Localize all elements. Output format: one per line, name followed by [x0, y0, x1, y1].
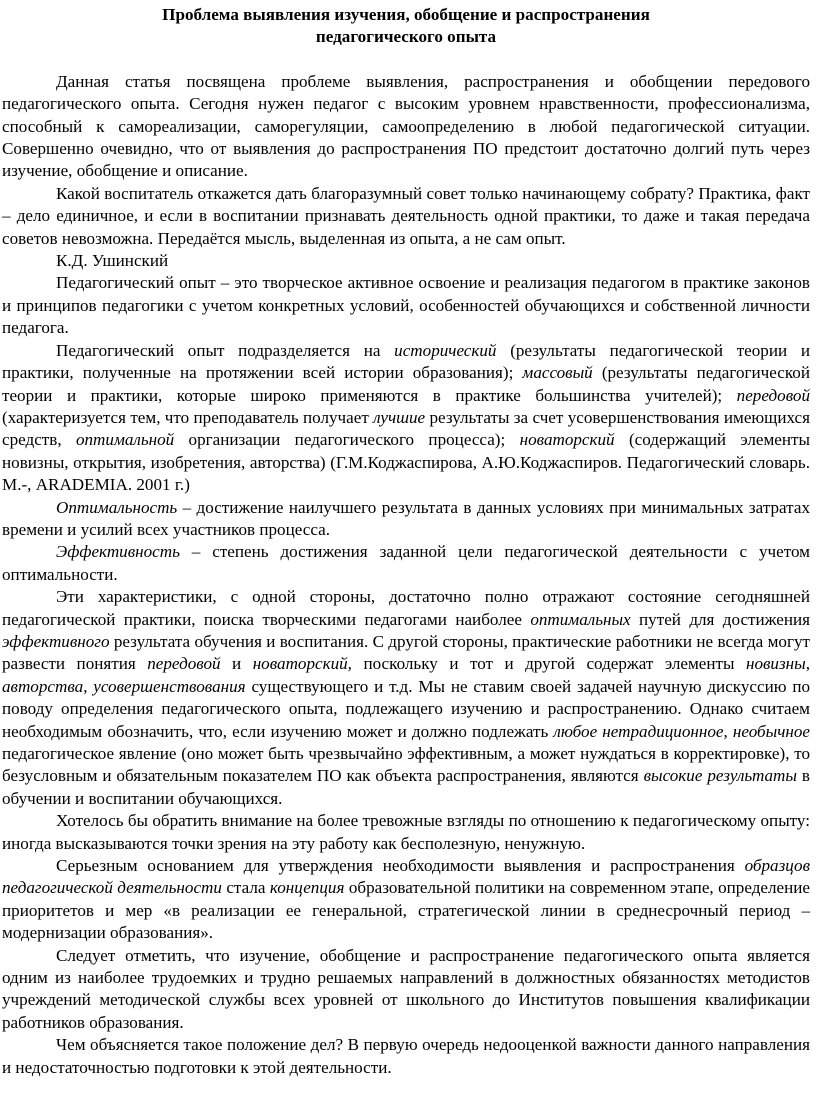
- quote-signature: К.Д. Ушинский: [56, 251, 169, 271]
- paragraph-experience-types: Педагогический опыт подразделяется на исторический (результаты педагогической теории и практики, полученные на протяжении всей истории образования); массовый (результаты педагогической теории и практики, которые широко применяются в практике большинства учителей); передовой (характеризуется тем, что преподаватель получает лучшие результаты за счет усовершенствования имеющихся средств, оптимальной организации педагогического процесса); новаторский (содержащий элементы новизны, открытия, изобретения, авторства) (Г.М.Коджаспирова, А.Ю.Коджаспиров. Педагогический словарь. М.-, ARADEMIA. 2001 г.): [2, 340, 810, 495]
- paragraph-optimality: Оптимальность – достижение наилучшего результата в данных условиях при минимальных затратах времени и усилий всех участников процесса.: [2, 497, 810, 539]
- title-line-1: Проблема выявления изучения, обобщение и распространения: [162, 5, 650, 24]
- paragraph-reasons: Чем объясняется такое положение дел? В первую очередь недооценкой важности данного направления и недостаточностью подготовки к этой деятельности.: [2, 1035, 810, 1077]
- term-mass: массовый: [522, 363, 593, 383]
- paragraph-definition: Педагогический опыт – это творческое активное освоение и реализация педагогом в практике законов и принципов педагогики с учетом конкретных условий, особенностей обучающихся и собственной личности педагога.: [2, 273, 810, 338]
- paragraph-concerns: Хотелось бы обратить внимание на более тревожные взгляды по отношению к педагогическому опыту: иногда высказываются точки зрения на эту работу как бесполезную, ненужную.: [2, 811, 810, 853]
- paragraph-grounds: Серьезным основанием для утверждения необходимости выявления и распространения образцов педагогической деятельности стала концепция образовательной политики на современном этапе, определение приоритетов и мер «в реализации ее генеральной, стратегической линии в среднесрочный период – модернизации образования».: [2, 856, 810, 943]
- paragraph-characteristics: Эти характеристики, с одной стороны, достаточно полно отражают состояние сегодняшней педагогической практики, поиска творческими педагогами наиболее оптимальных путей для достижения эффективного результата обучения и воспитания. С другой стороны, практические работники не всегда могут развести понятия передовой и новаторский, поскольку и тот и другой содержат элементы новизны, авторства, усовершенствования существующего и т.д. Мы не ставим своей задачей научную дискуссию по поводу определения педагогического опыта, подлежащего изучению и распространению. Однако считаем необходимым обозначить, что, если изучению может и должно подлежать любое нетрадиционное, необычное педагогическое явление (оно может быть чрезвычайно эффективным, а может нуждаться в корректировке), то безусловным и обязательным показателем ПО как объекта распространения, являются высокие результаты в обучении и воспитании обучающихся.: [2, 587, 811, 808]
- title-line-2: педагогического опыта: [315, 27, 497, 47]
- document-title: [2, 4, 810, 49]
- term-optimality: Оптимальность: [56, 497, 178, 517]
- term-advanced: передовой: [736, 385, 810, 405]
- paragraph-difficulty: Следует отметить, что изучение, обобщение и распространение педагогического опыта является одним из наиболее трудоемких и трудно решаемых направлений в должностных обязанностях методистов учреждений методической службы всех уровней от школьного до Институтов повышения квалификации работников образования.: [2, 945, 810, 1032]
- term-best: лучшие: [373, 407, 426, 427]
- term-optimal: оптимальной: [75, 430, 175, 450]
- paragraph-quote: Какой воспитатель откажется дать благоразумный совет только начинающему собрату? Практика, факт – дело единичное, и если в воспитании признавать деятельность одной практики, то даже и такая передача советов невозможна. Передаётся мысль, выделенная из опыта, а не сам опыт.: [2, 183, 810, 248]
- paragraph-intro: Данная статья посвящена проблеме выявления, распространения и обобщении передового педагогического опыта. Сегодня нужен педагог с высоким уровнем нравственности, профессионализма, способный к самореализации, саморегуляции, самоопределению в любой педагогической ситуации. Совершенно очевидно, что от выявления до распространения ПО предстоит достаточно долгий путь через изучение, обобщение и описание.: [2, 71, 810, 181]
- term-innovative: новаторский: [519, 430, 615, 450]
- paragraph-effectiveness: Эффективность – степень достижения заданной цели педагогической деятельности с учетом оптимальности.: [2, 542, 810, 584]
- term-effectiveness: Эффективность: [56, 542, 180, 562]
- term-historical: исторический: [394, 340, 497, 360]
